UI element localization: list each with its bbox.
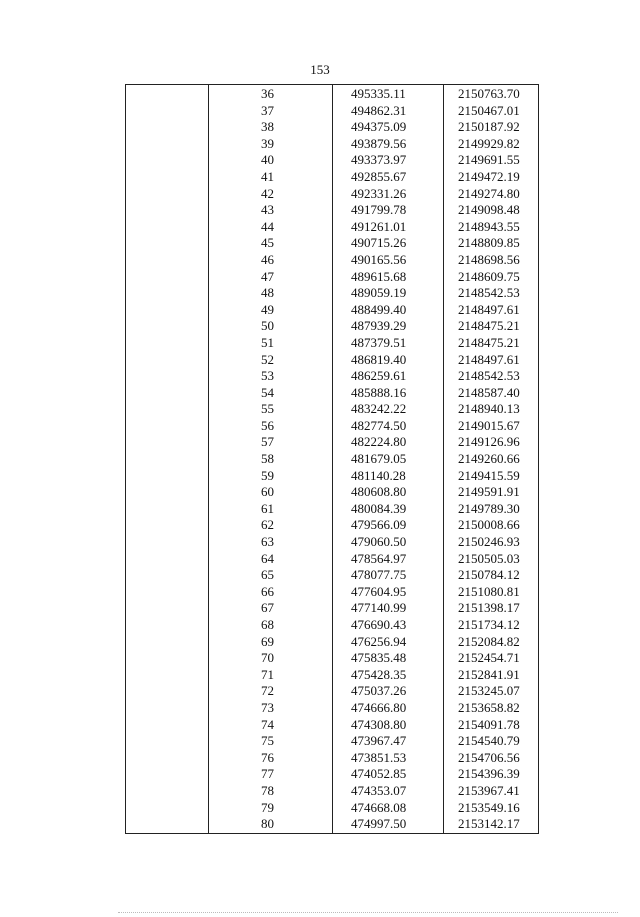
point-number: 65: [261, 567, 274, 583]
point-number: 48: [261, 285, 274, 301]
table-row: [126, 186, 538, 203]
y-coordinate: 2149015.67: [458, 417, 520, 433]
y-coordinate: 2153658.82: [458, 699, 520, 715]
y-coordinate: 2148587.40: [458, 384, 520, 400]
point-number: 56: [261, 417, 274, 433]
point-number: 52: [261, 351, 274, 367]
y-coordinate: 2152841.91: [458, 666, 520, 682]
table-row: [126, 700, 538, 717]
point-number: 61: [261, 500, 274, 516]
x-coordinate: 490715.26: [351, 235, 407, 251]
y-coordinate: 2148475.21: [458, 334, 520, 350]
x-coordinate: 476690.43: [351, 617, 407, 632]
y-coordinate: 2151398.17: [458, 600, 520, 616]
x-coordinate: 494862.31: [351, 102, 407, 118]
x-coordinate: 480608.80: [351, 484, 407, 500]
table-row: [126, 235, 538, 252]
y-coordinate: 2149260.66: [458, 451, 520, 467]
x-coordinate: 492855.67: [351, 168, 407, 184]
x-coordinate: 482224.80: [351, 434, 407, 450]
table-row: [126, 119, 538, 136]
table-row: [126, 219, 538, 236]
point-number: 60: [261, 484, 274, 500]
x-coordinate: 492331.26: [351, 185, 407, 201]
y-coordinate: 2154540.79: [458, 733, 520, 749]
x-coordinate: 478077.75: [351, 567, 407, 583]
point-number: 55: [261, 401, 274, 417]
x-coordinate: 474308.80: [351, 716, 407, 732]
table-row: [126, 418, 538, 435]
y-coordinate: 2149591.91: [458, 484, 520, 500]
y-coordinate: 2148698.56: [458, 251, 520, 267]
table-row: [126, 567, 538, 584]
table-row: [126, 252, 538, 269]
table-row: [126, 634, 538, 651]
point-number: 40: [261, 152, 274, 168]
table-row: [126, 385, 538, 402]
table-row: [126, 318, 538, 335]
table-row: [126, 584, 538, 601]
point-number: 62: [261, 517, 274, 533]
y-coordinate: 2149126.96: [458, 434, 520, 450]
table-row: [126, 551, 538, 568]
point-number: 43: [261, 202, 274, 218]
y-coordinate: 2148542.53: [458, 368, 520, 384]
x-coordinate: 493879.56: [351, 135, 407, 151]
x-coordinate: 483242.22: [351, 401, 407, 417]
point-number: 51: [261, 334, 274, 350]
y-coordinate: 2151734.12: [458, 617, 520, 632]
table-row: [126, 484, 538, 501]
x-coordinate: 473967.47: [351, 733, 407, 749]
table-row: [126, 600, 538, 617]
table-row: [126, 269, 538, 286]
y-coordinate: 2148497.61: [458, 301, 520, 317]
y-coordinate: 2150784.12: [458, 567, 520, 583]
table-row: [126, 152, 538, 169]
x-coordinate: 495335.11: [351, 86, 406, 101]
point-number: 54: [261, 384, 274, 400]
point-number: 59: [261, 467, 274, 483]
x-coordinate: 478564.97: [351, 550, 407, 566]
table-row: [126, 103, 538, 120]
table-row: [126, 617, 538, 634]
x-coordinate: 474997.50: [351, 816, 407, 832]
y-coordinate: 2149691.55: [458, 152, 520, 168]
table-row: [126, 750, 538, 767]
y-coordinate: 2148809.85: [458, 235, 520, 251]
y-coordinate: 2149929.82: [458, 135, 520, 151]
table-row: [126, 501, 538, 518]
point-number: 47: [261, 268, 274, 284]
x-coordinate: 491799.78: [351, 202, 407, 218]
x-coordinate: 486259.61: [351, 368, 407, 384]
point-number: 63: [261, 534, 274, 550]
table-row: [126, 683, 538, 700]
table-row: [126, 202, 538, 219]
x-coordinate: 489059.19: [351, 285, 407, 301]
table-row: [126, 136, 538, 153]
point-number: 70: [261, 650, 274, 666]
table-row: [126, 451, 538, 468]
y-coordinate: 2152454.71: [458, 650, 520, 666]
point-number: 71: [261, 666, 274, 682]
coordinate-table: [125, 84, 539, 834]
y-coordinate: 2150505.03: [458, 550, 520, 566]
point-number: 57: [261, 434, 274, 450]
table-row: [126, 352, 538, 369]
x-coordinate: 479566.09: [351, 517, 407, 533]
x-coordinate: 485888.16: [351, 384, 407, 400]
table-row: [126, 766, 538, 783]
table-row: [126, 368, 538, 385]
x-coordinate: 479060.50: [351, 534, 407, 550]
x-coordinate: 474353.07: [351, 782, 407, 798]
y-coordinate: 2153245.07: [458, 683, 520, 699]
y-coordinate: 2148542.53: [458, 285, 520, 301]
point-number: 46: [261, 251, 274, 267]
y-coordinate: 2149415.59: [458, 467, 520, 483]
y-coordinate: 2149472.19: [458, 168, 520, 184]
point-number: 68: [261, 617, 274, 632]
x-coordinate: 488499.40: [351, 301, 407, 317]
point-number: 74: [261, 716, 274, 732]
x-coordinate: 474052.85: [351, 766, 407, 782]
table-row: [126, 816, 538, 833]
table-row: [126, 401, 538, 418]
x-coordinate: 474668.08: [351, 799, 407, 815]
y-coordinate: 2154091.78: [458, 716, 520, 732]
point-number: 38: [261, 119, 274, 135]
y-coordinate: 2149098.48: [458, 202, 520, 218]
point-number: 76: [261, 749, 274, 765]
table-row: [126, 650, 538, 667]
point-number: 73: [261, 699, 274, 715]
point-number: 49: [261, 301, 274, 317]
table-row: [126, 302, 538, 319]
table-row: [126, 783, 538, 800]
x-coordinate: 482774.50: [351, 417, 407, 433]
x-coordinate: 487379.51: [351, 334, 407, 350]
y-coordinate: 2154396.39: [458, 766, 520, 782]
x-coordinate: 487939.29: [351, 318, 407, 334]
y-coordinate: 2149274.80: [458, 185, 520, 201]
x-coordinate: 475428.35: [351, 666, 407, 682]
point-number: 69: [261, 633, 274, 649]
point-number: 44: [261, 218, 274, 234]
table-row: [126, 86, 538, 103]
x-coordinate: 493373.97: [351, 152, 407, 168]
y-coordinate: 2150246.93: [458, 534, 520, 550]
x-coordinate: 481140.28: [351, 467, 406, 483]
point-number: 77: [261, 766, 274, 782]
table-row: [126, 733, 538, 750]
table-row: [126, 534, 538, 551]
point-number: 66: [261, 583, 274, 599]
point-number: 53: [261, 368, 274, 384]
y-coordinate: 2154706.56: [458, 749, 520, 765]
y-coordinate: 2148943.55: [458, 218, 520, 234]
x-coordinate: 486819.40: [351, 351, 407, 367]
point-number: 80: [261, 816, 274, 832]
y-coordinate: 2148497.61: [458, 351, 520, 367]
y-coordinate: 2150008.66: [458, 517, 520, 533]
table-row: [126, 169, 538, 186]
y-coordinate: 2153142.17: [458, 816, 520, 832]
table-body: [126, 86, 538, 833]
x-coordinate: 475835.48: [351, 650, 407, 666]
point-number: 72: [261, 683, 274, 699]
point-number: 67: [261, 600, 274, 616]
table-row: [126, 335, 538, 352]
point-number: 78: [261, 782, 274, 798]
point-number: 64: [261, 550, 274, 566]
y-coordinate: 2150763.70: [458, 86, 520, 101]
x-coordinate: 491261.01: [351, 218, 407, 234]
x-coordinate: 473851.53: [351, 749, 407, 765]
point-number: 79: [261, 799, 274, 815]
point-number: 75: [261, 733, 274, 749]
x-coordinate: 481679.05: [351, 451, 407, 467]
y-coordinate: 2152084.82: [458, 633, 520, 649]
x-coordinate: 474666.80: [351, 699, 407, 715]
point-number: 45: [261, 235, 274, 251]
y-coordinate: 2148475.21: [458, 318, 520, 334]
table-row: [126, 468, 538, 485]
table-row: [126, 667, 538, 684]
table-row: [126, 717, 538, 734]
x-coordinate: 494375.09: [351, 119, 407, 135]
x-coordinate: 489615.68: [351, 268, 407, 284]
x-coordinate: 477140.99: [351, 600, 407, 616]
y-coordinate: 2148940.13: [458, 401, 520, 417]
point-number: 58: [261, 451, 274, 467]
table-row: [126, 517, 538, 534]
point-number: 41: [261, 168, 274, 184]
x-coordinate: 475037.26: [351, 683, 407, 699]
point-number: 39: [261, 135, 274, 151]
x-coordinate: 477604.95: [351, 583, 407, 599]
point-number: 50: [261, 318, 274, 334]
point-number: 42: [261, 185, 274, 201]
y-coordinate: 2149789.30: [458, 500, 520, 516]
y-coordinate: 2148609.75: [458, 268, 520, 284]
y-coordinate: 2150467.01: [458, 102, 520, 118]
y-coordinate: 2151080.81: [458, 583, 520, 599]
page-number: 153: [310, 62, 330, 77]
table-row: [126, 434, 538, 451]
table-row: [126, 285, 538, 302]
y-coordinate: 2150187.92: [458, 119, 520, 135]
table-row: [126, 800, 538, 817]
bottom-scan-line: [118, 912, 618, 913]
x-coordinate: 476256.94: [351, 633, 407, 649]
x-coordinate: 480084.39: [351, 500, 407, 516]
point-number: 37: [261, 102, 274, 118]
y-coordinate: 2153967.41: [458, 782, 520, 798]
y-coordinate: 2153549.16: [458, 799, 520, 815]
point-number: 36: [261, 86, 274, 101]
x-coordinate: 490165.56: [351, 251, 407, 267]
